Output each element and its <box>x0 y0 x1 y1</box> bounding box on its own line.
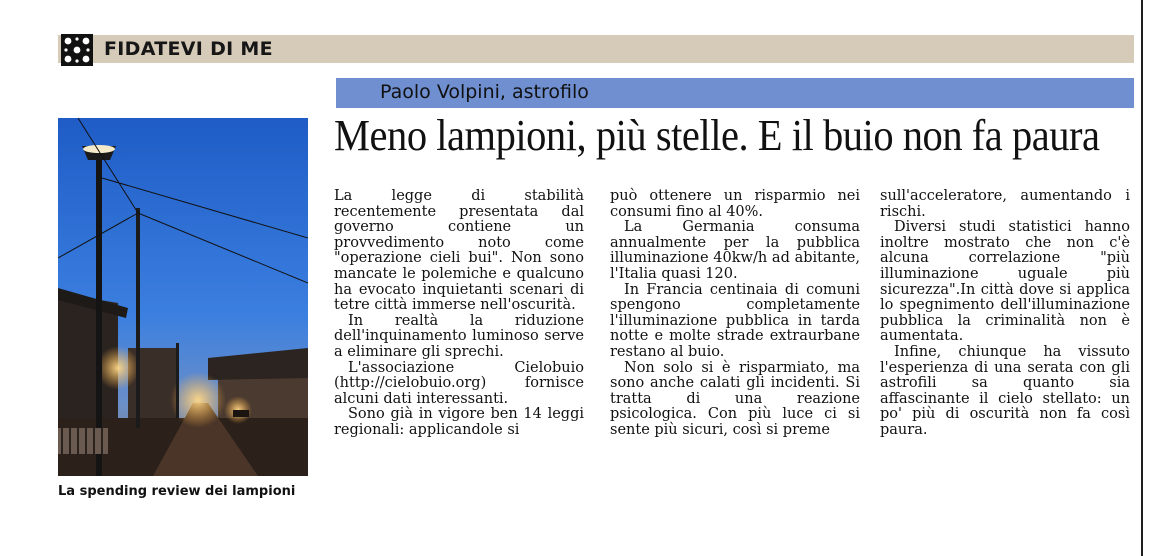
author-byline: Paolo Volpini, astrofilo <box>380 81 589 103</box>
article-column-2 <box>610 189 860 439</box>
paragraph: può ottenere un risparmio nei consumi fino al 40%. <box>610 188 860 220</box>
article-column-1 <box>334 189 584 439</box>
paragraph: L'associazione Cielobuio (http://cielobuio.org) fornisce alcuni dati interessanti. <box>334 359 584 407</box>
section-title: FIDATEVI DI ME <box>104 38 273 60</box>
photo-caption: La spending review dei lampioni <box>58 484 296 499</box>
paragraph: Sono già in vigore ben 14 leggi regionali: applicandole si <box>334 406 584 438</box>
paragraph: In Francia centinaia di comuni spengono completamente l'illuminazione pubblica in tarda notte e molte strade extraurbane restano al buio. <box>610 281 860 360</box>
paragraph: Non solo si è risparmiato, ma sono anche calati gli incidenti. Si tratta di una reazione psicologica. Con più luce ci si sente più sicuri, così si preme <box>610 359 860 438</box>
dice-pattern-icon <box>61 34 93 66</box>
article-column-3 <box>880 189 1130 439</box>
paragraph: Diversi studi statistici hanno inoltre mostrato che non c'è alcuna correlazione "più illuminazione uguale più sicurezza".In città dove si applica lo spegnimento dell'illuminazione pubblica la criminalità non è aumentata. <box>880 219 1130 345</box>
paragraph: Infine, chiunque ha vissuto l'esperienza di una serata con gli astrofili sa quanto sia affascinante il cielo stellato: un po' più di oscurità non fa così paura. <box>880 343 1130 438</box>
paragraph: In realtà la riduzione dell'inquinamento luminoso serve a eliminare gli sprechi. <box>334 312 584 360</box>
street-lamp-photo <box>58 118 308 476</box>
article-headline: Meno lampioni, più stelle. E il buio non fa paura <box>334 111 1100 160</box>
paragraph: La legge di stabilità recentemente presentata dal governo contiene un provvedimento noto come "operazione cieli bui". Non sono mancate le polemiche e qualcuno ha evocato inquietanti scenari di tetre città immerse nell'oscurità. <box>334 188 584 314</box>
paragraph: La Germania consuma annualmente per la pubblica illuminazione 40kw/h ad abitante, l'Italia quasi 120. <box>610 219 860 282</box>
page-edge-rule <box>1141 0 1143 556</box>
paragraph: sull'acceleratore, aumentando i rischi. <box>880 188 1130 220</box>
